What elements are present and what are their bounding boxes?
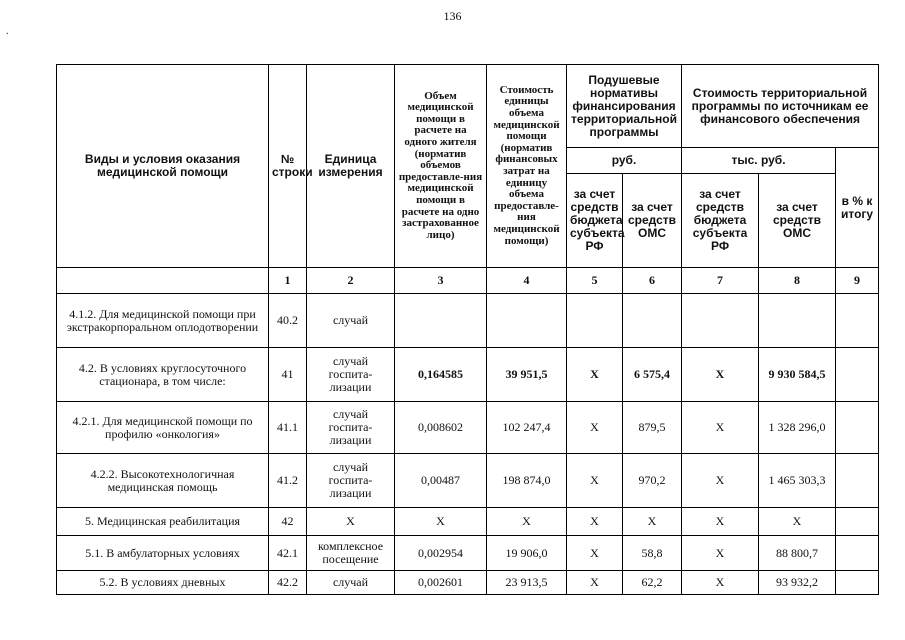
row-unit-cell: случай госпита-лизации: [307, 454, 395, 508]
volume-cell: 0,002601: [395, 571, 487, 595]
percap-oms-cell: [623, 294, 682, 348]
table-row: [57, 508, 879, 536]
row-number-cell: 42: [269, 508, 307, 536]
column-number: 1: [269, 268, 307, 294]
volume-cell: 0,00487: [395, 454, 487, 508]
column-number: 3: [395, 268, 487, 294]
row-unit-cell: случай госпита-лизации: [307, 348, 395, 402]
row-unit-cell: комплексное посещение: [307, 536, 395, 571]
header-program-cost-group: Стоимость территориальной программы по источникам ее финансового обеспечения: [682, 65, 879, 148]
margin-mark: .: [6, 26, 9, 37]
row-unit-cell: случай: [307, 571, 395, 595]
table-row: [57, 571, 879, 595]
percap-oms-cell: 970,2: [623, 454, 682, 508]
percap-budget-cell: Х: [567, 571, 623, 595]
row-name-cell: 4.1.2. Для медицинской помощи при экстракорпоральном оплодотворении: [57, 294, 269, 348]
column-number: 9: [836, 268, 879, 294]
column-number: 4: [487, 268, 567, 294]
table-row: [57, 402, 879, 454]
percap-oms-cell: 62,2: [623, 571, 682, 595]
budget-table: [56, 64, 879, 595]
column-number: 2: [307, 268, 395, 294]
cost-oms-cell: 1 465 303,3: [759, 454, 836, 508]
header-percent: в % к итогу: [836, 148, 879, 268]
row-name-cell: 5. Медицинская реабилитация: [57, 508, 269, 536]
volume-cell: 0,002954: [395, 536, 487, 571]
percent-cell: [836, 454, 879, 508]
row-number-cell: 40.2: [269, 294, 307, 348]
row-unit-cell: случай: [307, 294, 395, 348]
percap-oms-cell: Х: [623, 508, 682, 536]
header-rub: руб.: [567, 148, 682, 174]
row-unit-cell: случай госпита-лизации: [307, 402, 395, 454]
table-row: [57, 536, 879, 571]
column-number: 5: [567, 268, 623, 294]
unit-cost-cell: 39 951,5: [487, 348, 567, 402]
percap-budget-cell: Х: [567, 454, 623, 508]
column-number: 8: [759, 268, 836, 294]
column-number: 7: [682, 268, 759, 294]
header-row-1: [57, 65, 879, 148]
percap-budget-cell: [567, 294, 623, 348]
percent-cell: [836, 571, 879, 595]
cost-budget-cell: Х: [682, 402, 759, 454]
unit-cost-cell: 19 906,0: [487, 536, 567, 571]
cost-oms-cell: 1 328 296,0: [759, 402, 836, 454]
volume-cell: [395, 294, 487, 348]
row-number-cell: 41: [269, 348, 307, 402]
unit-cost-cell: 198 874,0: [487, 454, 567, 508]
header-percap-oms: за счет средств ОМС: [623, 174, 682, 268]
cost-budget-cell: [682, 294, 759, 348]
unit-cost-cell: 102 247,4: [487, 402, 567, 454]
unit-cost-cell: 23 913,5: [487, 571, 567, 595]
percap-oms-cell: 879,5: [623, 402, 682, 454]
percent-cell: [836, 294, 879, 348]
cost-oms-cell: 9 930 584,5: [759, 348, 836, 402]
cost-budget-cell: Х: [682, 454, 759, 508]
row-number-cell: 42.2: [269, 571, 307, 595]
cost-budget-cell: Х: [682, 508, 759, 536]
row-name-cell: 4.2.2. Высокотехнологичная медицинская помощь: [57, 454, 269, 508]
column-number: 6: [623, 268, 682, 294]
row-unit-cell: Х: [307, 508, 395, 536]
volume-cell: 0,008602: [395, 402, 487, 454]
percap-budget-cell: Х: [567, 508, 623, 536]
row-number-cell: 41.2: [269, 454, 307, 508]
percent-cell: [836, 348, 879, 402]
row-name-cell: 4.2. В условиях круглосуточного стационара, в том числе:: [57, 348, 269, 402]
cost-oms-cell: Х: [759, 508, 836, 536]
percap-budget-cell: Х: [567, 348, 623, 402]
unit-cost-cell: [487, 294, 567, 348]
column-number-blank: [57, 268, 269, 294]
header-type: Виды и условия оказания медицинской помощи: [57, 65, 269, 268]
volume-cell: 0,164585: [395, 348, 487, 402]
unit-cost-cell: Х: [487, 508, 567, 536]
header-volume: Объем медицинской помощи в расчете на одного жителя (норматив объемов предоставле-ния медицинской помощи в расчете на одно застрахованное лицо): [395, 65, 487, 268]
percap-oms-cell: 6 575,4: [623, 348, 682, 402]
percap-budget-cell: Х: [567, 402, 623, 454]
cost-budget-cell: Х: [682, 571, 759, 595]
cost-budget-cell: Х: [682, 348, 759, 402]
row-number-cell: 42.1: [269, 536, 307, 571]
table-row: [57, 454, 879, 508]
page-number: 136: [443, 9, 462, 23]
cost-oms-cell: 88 800,7: [759, 536, 836, 571]
cost-oms-cell: [759, 294, 836, 348]
percap-budget-cell: Х: [567, 536, 623, 571]
cost-oms-cell: 93 932,2: [759, 571, 836, 595]
header-unit-cost: Стоимость единицы объема медицинской помощи (норматив финансовых затрат на единицу объема предоставле-ния медицинской помощи): [487, 65, 567, 268]
volume-cell: Х: [395, 508, 487, 536]
header-cost-budget: за счет средств бюджета субъекта РФ: [682, 174, 759, 268]
row-number-cell: 41.1: [269, 402, 307, 454]
percap-oms-cell: 58,8: [623, 536, 682, 571]
column-number-row: [57, 268, 879, 294]
percent-cell: [836, 508, 879, 536]
header-cost-oms: за счет средств ОМС: [759, 174, 836, 268]
cost-budget-cell: Х: [682, 536, 759, 571]
percent-cell: [836, 536, 879, 571]
header-thous-rub: тыс. руб.: [682, 148, 836, 174]
header-unit: Единица измерения: [307, 65, 395, 268]
percent-cell: [836, 402, 879, 454]
header-row-number: № строки: [269, 65, 307, 268]
header-percap-budget: за счет средств бюджета субъекта РФ: [567, 174, 623, 268]
header-per-capita-group: Подушевые нормативы финансирования территориальной программы: [567, 65, 682, 148]
row-name-cell: 4.2.1. Для медицинской помощи по профилю «онкология»: [57, 402, 269, 454]
table-body: [57, 65, 879, 595]
table-row: [57, 294, 879, 348]
table-row: [57, 348, 879, 402]
row-name-cell: 5.1. В амбулаторных условиях: [57, 536, 269, 571]
row-name-cell: 5.2. В условиях дневных: [57, 571, 269, 595]
